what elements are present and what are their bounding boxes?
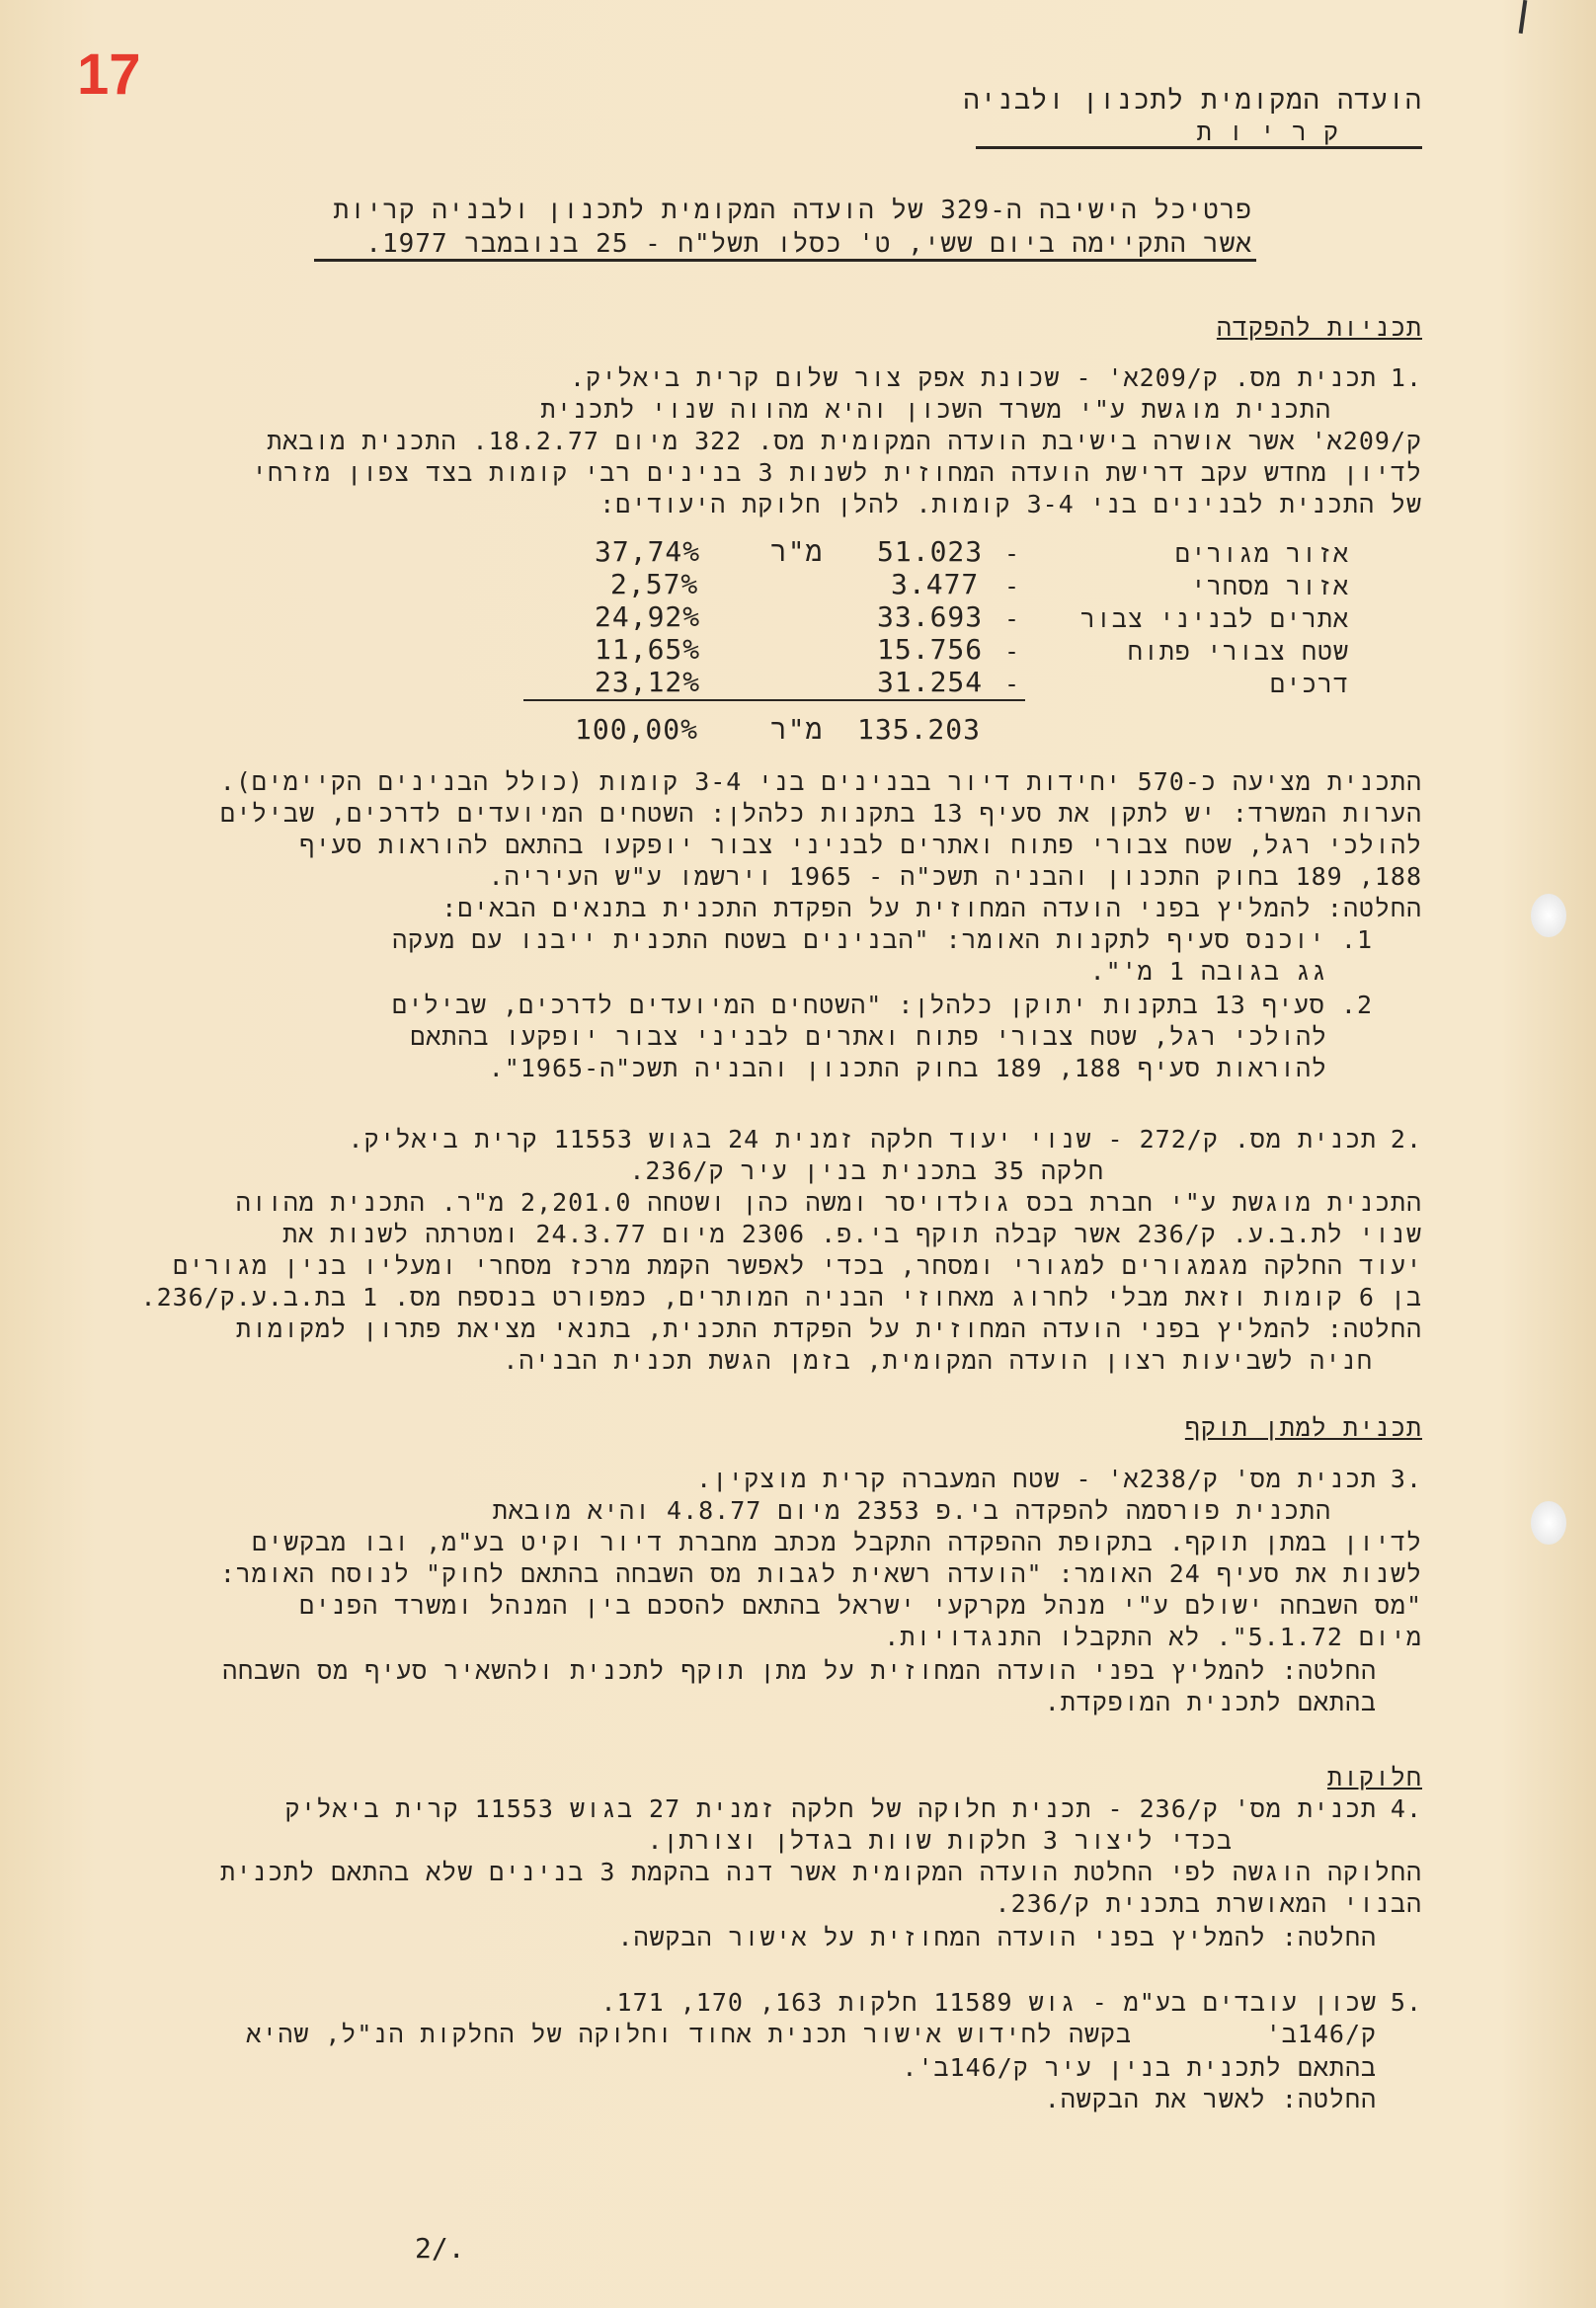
- city-name: ק ר י ו ת: [1196, 118, 1339, 146]
- item3-decision: החלטה: להמליץ בפני הועדה המחוזית על מתן תוקף לתכנית ולהשאיר סעיף מס השבחה: [222, 1656, 1377, 1685]
- title-rule: [314, 259, 1256, 262]
- table-label: דרכים: [1269, 670, 1349, 698]
- item2-line: חלקה 35 בתכנית בנין עיר ק/236.: [629, 1156, 1104, 1185]
- table-label: אזור מסחרי: [1190, 572, 1349, 600]
- total-pct: 100,00%: [575, 713, 699, 746]
- item5-decision: החלטה: לאשר את הבקשה.: [1044, 2085, 1377, 2113]
- table-dash: -: [1003, 539, 1020, 568]
- item-number: .3: [1390, 1465, 1422, 1493]
- item-number: .1: [1390, 363, 1422, 392]
- item1-line: ק/209א' אשר אושרה בישיבת הועדה המקומית מס. 322 מיום 18.2.77. התכנית מובאת: [267, 427, 1422, 455]
- item1-text: התכנית מציעה כ-570 יחידות דיור בבנינים בני 3-4 קומות (כולל הבנינים הקיימים).: [219, 767, 1422, 796]
- item4-line: הבנוי המאושרת בתכנית ק/236.: [995, 1889, 1422, 1918]
- table-label: שטח צבורי פתוח: [1127, 637, 1349, 666]
- item5-line: בקשה לחידוש אישור תכנית אחוד וחלוקה של החלקות הנ"ל, שהיא: [246, 2020, 1132, 2048]
- table-unit: מ"ר: [770, 535, 824, 568]
- item1-line: לדיון מחדש עקב דרישת הועדה המחוזית לשנות 3 בנינים רבי קומות בצד צפון מזרחי: [252, 458, 1422, 487]
- header-rule: [976, 146, 1422, 149]
- section-heading-divisions: חלוקות: [1326, 1763, 1422, 1791]
- section-heading-deposit: תכניות להפקדה: [1216, 313, 1422, 342]
- item3-line: התכנית פורסמה להפקדה בי.פ 2353 מיום 4.8.77 והיא מובאת: [492, 1496, 1331, 1525]
- total-rule: [523, 699, 1025, 701]
- item2-line: תכנית מס. ק/272 - שנוי יעוד חלקה זמנית 24 בגוש 11553 קרית ביאליק.: [348, 1125, 1377, 1154]
- page-continuation: 2/.: [415, 2232, 465, 2265]
- table-value: 31.254: [877, 666, 984, 698]
- item1-line: של התכנית לבנינים בני 3-4 קומות. להלן חלוקת היעודים:: [599, 490, 1422, 518]
- item4-decision: החלטה: להמליץ בפני הועדה המחוזית על אישור הבקשה.: [617, 1923, 1377, 1951]
- item5-line: שכון עובדים בע"מ - גוש 11589 חלקות 163, 170, 171.: [600, 1988, 1377, 2017]
- section-heading-validity: תכנית למתן תוקף: [1184, 1413, 1422, 1442]
- table-value: 15.756: [877, 633, 984, 666]
- item1-line: התכנית מוגשת ע"י משרד השכון והיא מהווה שנוי לתכנית: [540, 395, 1331, 424]
- item2-decision: החלטה: להמליץ בפני הועדה המחוזית על הפקדת התכנית, בתנאי מציאת פתרון למקומות: [236, 1314, 1422, 1343]
- table-dash: -: [1003, 637, 1020, 666]
- item1-condition: להולכי רגל, שטח צבורי פתוח ואתרים לבניני צבור יופקעו בהתאם: [410, 1022, 1327, 1051]
- item2-line: התכנית מוגשת ע"י חברת בכס גולדויסר ומשה כהן ושטחה 2,201.0 מ"ר. התכנית מהווה: [235, 1188, 1422, 1217]
- item2-line: יעוד החלקה מגמגורים למגורי ומסחר, בכדי לאפשר הקמת מרכז מסחרי ומעליו בנין מגורים: [173, 1251, 1422, 1280]
- table-pct: 37,74%: [595, 535, 701, 568]
- item2-line: שנוי לת.ב.ע. ק/236 אשר קבלה תוקף בי.פ. 2306 מיום 24.3.77 ומטרתה לשנות את: [282, 1220, 1422, 1248]
- table-value: 3.477: [891, 568, 980, 600]
- committee-name: הועדה המקומית לתכנון ולבניה: [963, 85, 1422, 116]
- item3-line: תכנית מס' ק/238א' - שטח המעברה קרית מוצקין.: [696, 1465, 1377, 1493]
- page-number: 17: [77, 42, 141, 107]
- item3-line: בהתאם לתכנית המופקדת.: [1044, 1688, 1377, 1716]
- table-pct: 11,65%: [595, 633, 701, 666]
- item1-condition: להוראות סעיף 188, 189 בחוק התכנון והבניה תשכ"ה-1965".: [488, 1054, 1327, 1082]
- item4-line: החלוקה הוגשה לפי החלטת הועדה המקומית אשר דנה בהקמת 3 בנינים שלא בהתאם לתכנית: [220, 1858, 1422, 1886]
- item4-line: בכדי ליצור 3 חלקות שוות בגדלן וצורתן.: [647, 1826, 1233, 1855]
- item5-line: ק/146ב': [1265, 2020, 1377, 2048]
- item1-condition: 2. סעיף 13 בתקנות יתוקן כלהלן: "השטחים המיועדים לדרכים, שבילים: [392, 991, 1373, 1019]
- total-value: 135.203: [857, 713, 982, 746]
- item1-text: להולכי רגל, שטח צבורי פתוח ואתרים לבניני צבור יופקעו בהתאם להוראות סעיף: [299, 831, 1422, 859]
- punch-hole-bottom: [1531, 1501, 1566, 1545]
- total-unit: מ"ר: [770, 713, 824, 746]
- table-dash: -: [1003, 670, 1020, 698]
- item-number: .4: [1390, 1794, 1422, 1823]
- item3-line: לשנות את סעיף 24 האומר: "הועדה רשאית לגבות מס השבחה בהתאם לחוק" לנוסח האומר:: [219, 1559, 1422, 1588]
- item1-condition: 1. יוכנס סעיף לתקנות האומר: "הבנינים בשטח התכנית ייבנו עם מעקה: [392, 925, 1373, 954]
- item4-line: תכנית מס' ק/236 - תכנית חלוקה של חלקה זמנית 27 בגוש 11553 קרית ביאליק: [284, 1794, 1377, 1823]
- table-dash: -: [1003, 572, 1020, 600]
- item3-line: מיום 5.1.72". לא התקבלו התנגדויות.: [884, 1623, 1422, 1651]
- item3-line: לדיון במתן תוקף. בתקופת ההפקדה התקבל מכתב מחברת דיור וקיט בע"מ, ובו מבקשים: [252, 1528, 1422, 1556]
- item1-text: 188, 189 בחוק התכנון והבניה תשכ"ה - 1965 וירשמו ע"ש העיריה.: [488, 862, 1422, 891]
- table-pct: 24,92%: [595, 600, 701, 633]
- item1-decision: החלטה: להמליץ בפני הועדה המחוזית על הפקדת התכנית בתנאים הבאים:: [441, 894, 1422, 922]
- punch-hole-top: [1531, 894, 1566, 937]
- table-value: 33.693: [877, 600, 984, 633]
- item-number: .2: [1390, 1125, 1422, 1154]
- item1-condition: גג בגובה 1 מ'".: [1089, 957, 1327, 986]
- item1-text: הערות המשרד: יש לתקן את סעיף 13 בתקנות כלהלן: השטחים המיועדים לדרכים, שבילים: [219, 799, 1422, 828]
- table-value: 51.023: [877, 535, 984, 568]
- table-pct: 23,12%: [595, 666, 701, 698]
- item3-line: "מס השבחה ישולם ע"י מנהל מקרקעי ישראל בהתאם להסכם בין המנהל ומשרד הפנים: [299, 1591, 1422, 1620]
- item2-line: בן 6 קומות וזאת מבלי לחרוג מאחוזי הבניה המותרים, כמפורט בנספח מס. 1 בת.ב.ע.ק/236.: [140, 1283, 1422, 1312]
- table-label: אזור מגורים: [1174, 539, 1349, 568]
- table-label: אתרים לבניני צבור: [1079, 604, 1349, 633]
- title-line-2: אשר התקיימה ביום ששי, ט' כסלו תשל"ח - 25 בנובמבר 1977.: [365, 229, 1252, 259]
- title-line-1: פרטיכל הישיבה ה-329 של הועדה המקומית לתכנון ולבניה קריות: [333, 196, 1252, 225]
- item1-line: תכנית מס. ק/209א' - שכונת אפק צור שלום קרית ביאליק.: [570, 363, 1377, 392]
- table-pct: 2,57%: [610, 568, 699, 600]
- table-dash: -: [1003, 604, 1020, 633]
- item5-line: בהתאם לתכנית בנין עיר ק/146ב'.: [902, 2053, 1377, 2082]
- item-number: .5: [1390, 1988, 1422, 2017]
- item2-line: חניה לשביעות רצון הועדה המקומית, בזמן הגשת תכנית הבניה.: [503, 1346, 1373, 1375]
